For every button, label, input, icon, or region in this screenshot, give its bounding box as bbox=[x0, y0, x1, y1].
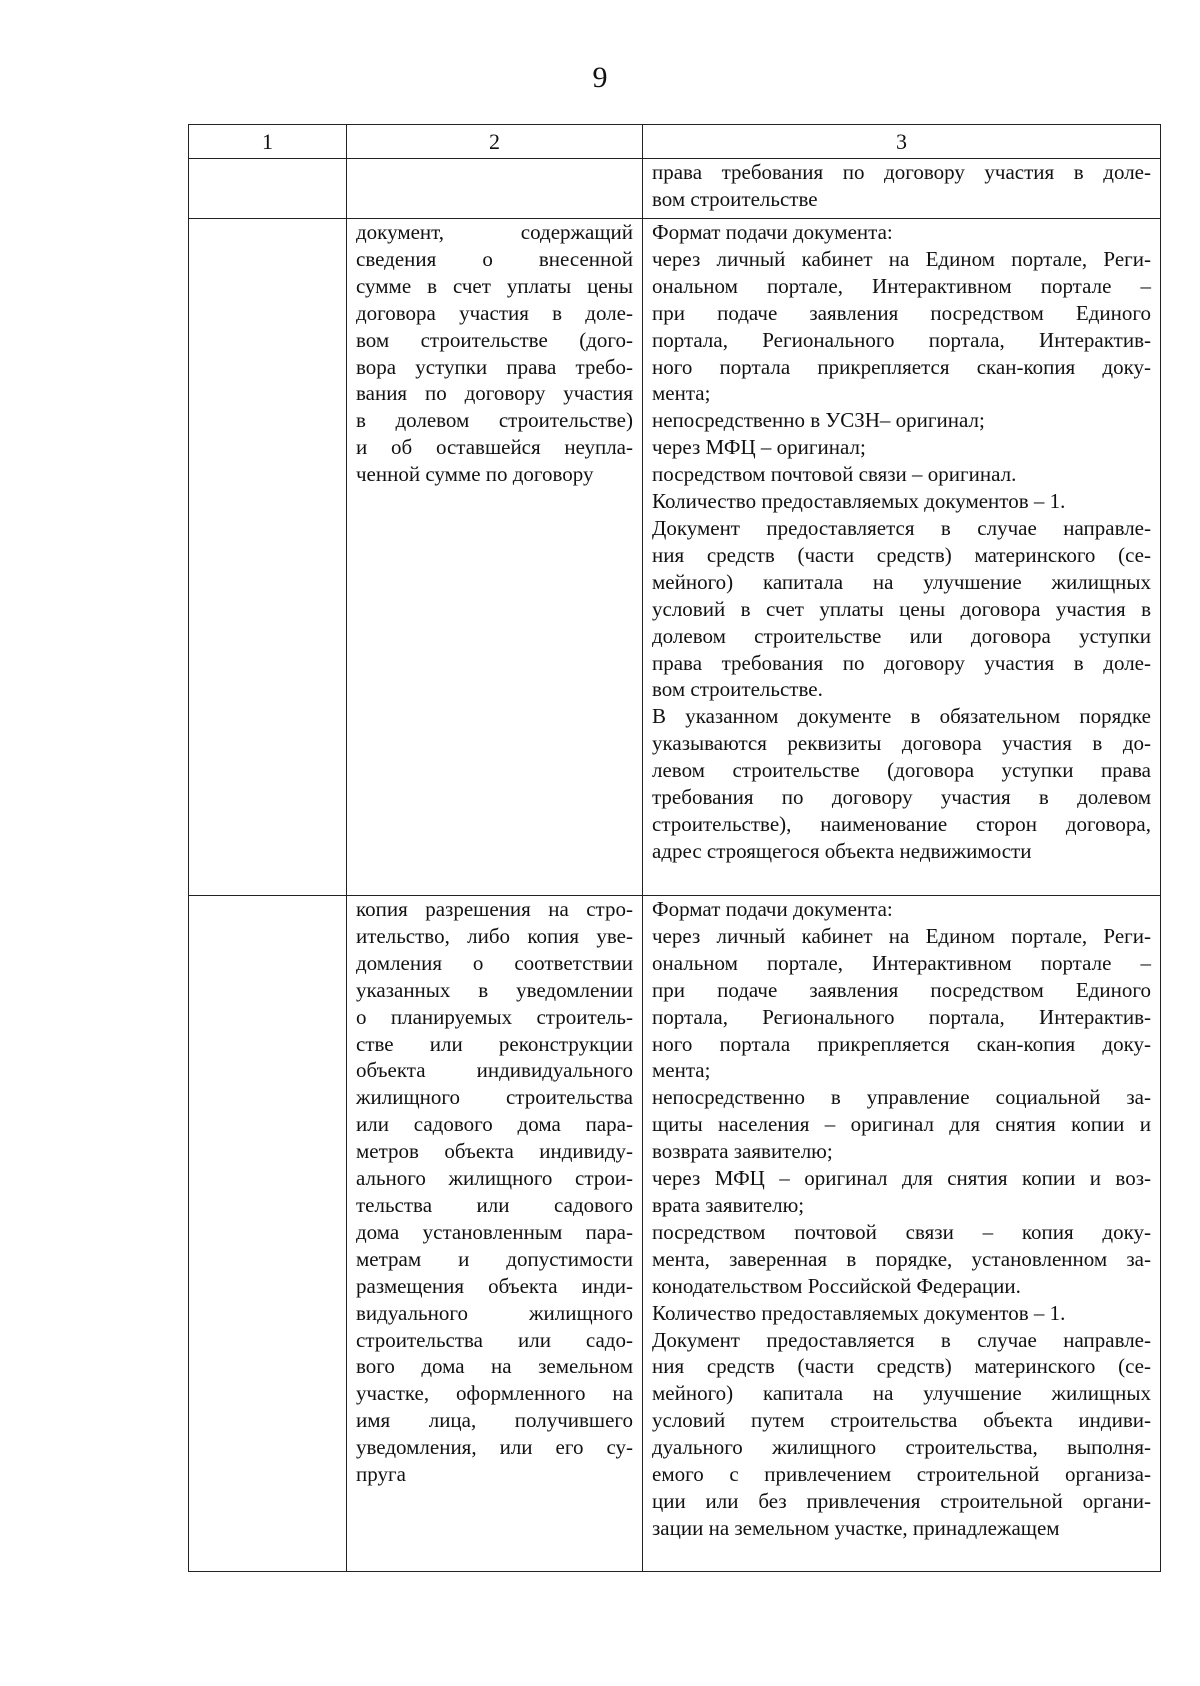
cell-text-line: договора участия в доле- bbox=[356, 300, 633, 325]
cell-text-line: зации на земельном участке, принадлежащем bbox=[652, 1515, 1060, 1540]
cell-text-line: мейного) капитала на улучшение жилищных bbox=[652, 569, 1151, 594]
cell-text-line: адрес строящегося объекта недвижимости bbox=[652, 838, 1032, 863]
cell-text-line: ального жилищного строи- bbox=[356, 1166, 633, 1191]
cell-text-line: непосредственно в управление социальной за- bbox=[652, 1085, 1151, 1110]
cell-text-line: посредством почтовой связи – копия доку- bbox=[652, 1219, 1151, 1244]
cell-col2 bbox=[347, 219, 643, 896]
document-table bbox=[188, 124, 1161, 1572]
cell-text-line: вора уступки права требо- bbox=[356, 354, 633, 379]
cell-text-line: уведомления, или его су- bbox=[356, 1435, 633, 1460]
cell-text-line: документ, содержащий bbox=[356, 220, 633, 244]
cell-text-line: домления о соответствии bbox=[356, 950, 633, 975]
cell-text-line: щиты населения – оригинал для снятия копии и bbox=[652, 1112, 1151, 1137]
cell-text-line: и об оставшейся неупла- bbox=[356, 435, 633, 460]
cell-col2 bbox=[347, 159, 643, 219]
cell-text-line: ции или без привлечения строительной органи- bbox=[652, 1488, 1151, 1513]
header-cell-1: 1 bbox=[189, 125, 347, 159]
cell-text-line: ния средств (части средств) материнского (се- bbox=[652, 542, 1151, 567]
cell-col1 bbox=[189, 159, 347, 219]
cell-text-line: метрам и допустимости bbox=[356, 1246, 633, 1271]
cell-text-line: мента; bbox=[652, 1058, 711, 1083]
cell-text-line: стве или реконструкции bbox=[356, 1031, 633, 1056]
cell-text-line: вания по договору участия bbox=[356, 381, 633, 406]
cell-text-line: ченной сумме по договору bbox=[356, 462, 594, 487]
cell-text-line: Количество предоставляемых документов – 1. bbox=[652, 489, 1066, 514]
cell-text-line: Документ предоставляется в случае направле- bbox=[652, 1327, 1151, 1352]
cell-text-line: через личный кабинет на Едином портале, Реги- bbox=[652, 246, 1151, 271]
cell-col2 bbox=[347, 896, 643, 1572]
cell-text-line: права требования по договору участия в доле- bbox=[652, 160, 1151, 184]
cell-text-line: ния средств (части средств) материнского (се- bbox=[652, 1354, 1151, 1379]
cell-text-line: при подаче заявления посредством Единого bbox=[652, 977, 1151, 1002]
cell-text-line: непосредственно в УСЗН– оригинал; bbox=[652, 408, 985, 433]
cell-text-line: указываются реквизиты договора участия в до- bbox=[652, 731, 1151, 756]
cell-text-line: строительства или садо- bbox=[356, 1327, 633, 1352]
cell-text-line: условий в счет уплаты цены договора участия в bbox=[652, 596, 1151, 621]
table-header-row bbox=[189, 125, 1161, 159]
cell-text-line: врата заявителю; bbox=[652, 1192, 805, 1217]
cell-text-line: сведения о внесенной bbox=[356, 246, 633, 271]
cell-text-line: ительство, либо копия уве- bbox=[356, 923, 633, 948]
cell-text-line: имя лица, получившего bbox=[356, 1408, 633, 1433]
cell-text-line: условий путем строительства объекта индиви- bbox=[652, 1408, 1151, 1433]
cell-text-line: дома установленным пара- bbox=[356, 1219, 633, 1244]
cell-text-line: копия разрешения на стро- bbox=[356, 897, 633, 921]
cell-text-line: вого дома на земельном bbox=[356, 1354, 633, 1379]
cell-text-line: Документ предоставляется в случае направле- bbox=[652, 515, 1151, 540]
cell-text-line: вом строительстве (дого- bbox=[356, 327, 633, 352]
cell-text-line: левом строительстве (договора уступки права bbox=[652, 758, 1151, 783]
cell-text-line: в долевом строительстве) bbox=[356, 408, 633, 433]
cell-text-line: тельства или садового bbox=[356, 1192, 633, 1217]
cell-text-line: ного портала прикрепляется скан-копия доку- bbox=[652, 1031, 1151, 1056]
cell-col3 bbox=[643, 159, 1161, 219]
cell-text-line: объекта индивидуального bbox=[356, 1058, 633, 1083]
table-row bbox=[189, 219, 1161, 896]
cell-text-line: вом строительстве. bbox=[652, 677, 823, 702]
cell-text-line: мента; bbox=[652, 381, 711, 406]
cell-text-line: портала, Регионального портала, Интерактив- bbox=[652, 327, 1151, 352]
cell-text-line: портала, Регионального портала, Интерактив- bbox=[652, 1004, 1151, 1029]
cell-text-line: при подаче заявления посредством Единого bbox=[652, 300, 1151, 325]
cell-text-line: ональном портале, Интерактивном портале – bbox=[652, 273, 1151, 298]
cell-text-line: В указанном документе в обязательном порядке bbox=[652, 704, 1151, 729]
cell-text-line: дуального жилищного строительства, выполня- bbox=[652, 1435, 1151, 1460]
cell-text-line: или садового дома пара- bbox=[356, 1112, 633, 1137]
cell-text-line: видуального жилищного bbox=[356, 1300, 633, 1325]
cell-text-line: участке, оформленного на bbox=[356, 1381, 633, 1406]
cell-text-line: о планируемых строитель- bbox=[356, 1004, 633, 1029]
cell-text-line: пруга bbox=[356, 1462, 406, 1487]
page-number: 9 bbox=[592, 61, 608, 94]
cell-text-line: долевом строительстве или договора уступки bbox=[652, 623, 1151, 648]
cell-text-line: емого с привлечением строительной организа- bbox=[652, 1462, 1151, 1487]
cell-text-line: жилищного строительства bbox=[356, 1085, 633, 1110]
cell-text-line: через МФЦ – оригинал; bbox=[652, 435, 866, 460]
cell-text-line: права требования по договору участия в доле- bbox=[652, 650, 1151, 675]
cell-text-line: мента, заверенная в порядке, установленном за- bbox=[652, 1246, 1151, 1271]
cell-col3 bbox=[643, 219, 1161, 896]
cell-text-line: строительстве), наименование сторон договора, bbox=[652, 811, 1151, 836]
cell-text-line: конодательством Российской Федерации. bbox=[652, 1273, 1021, 1298]
table-row bbox=[189, 159, 1161, 219]
cell-text-line: требования по договору участия в долевом bbox=[652, 785, 1151, 810]
cell-text-line: Формат подачи документа: bbox=[652, 220, 893, 244]
cell-text-line: указанных в уведомлении bbox=[356, 977, 633, 1002]
cell-col1 bbox=[189, 219, 347, 896]
table-row bbox=[189, 896, 1161, 1572]
header-cell-3: 3 bbox=[643, 125, 1161, 159]
cell-text-line: размещения объекта инди- bbox=[356, 1273, 633, 1298]
cell-text-line: через МФЦ – оригинал для снятия копии и воз- bbox=[652, 1166, 1151, 1191]
cell-text-line: Количество предоставляемых документов – 1. bbox=[652, 1300, 1066, 1325]
cell-text-line: сумме в счет уплаты цены bbox=[356, 273, 633, 298]
cell-col1 bbox=[189, 896, 347, 1572]
header-cell-2: 2 bbox=[347, 125, 643, 159]
cell-col3 bbox=[643, 896, 1161, 1572]
cell-text-line: метров объекта индивиду- bbox=[356, 1139, 633, 1164]
cell-text-line: посредством почтовой связи – оригинал. bbox=[652, 462, 1017, 487]
cell-text-line: через личный кабинет на Едином портале, Реги- bbox=[652, 923, 1151, 948]
cell-text-line: ональном портале, Интерактивном портале – bbox=[652, 950, 1151, 975]
cell-text-line: возврата заявителю; bbox=[652, 1139, 833, 1164]
cell-text-line: вом строительстве bbox=[652, 186, 818, 211]
cell-text-line: ного портала прикрепляется скан-копия доку- bbox=[652, 354, 1151, 379]
cell-text-line: мейного) капитала на улучшение жилищных bbox=[652, 1381, 1151, 1406]
cell-text-line: Формат подачи документа: bbox=[652, 897, 893, 921]
